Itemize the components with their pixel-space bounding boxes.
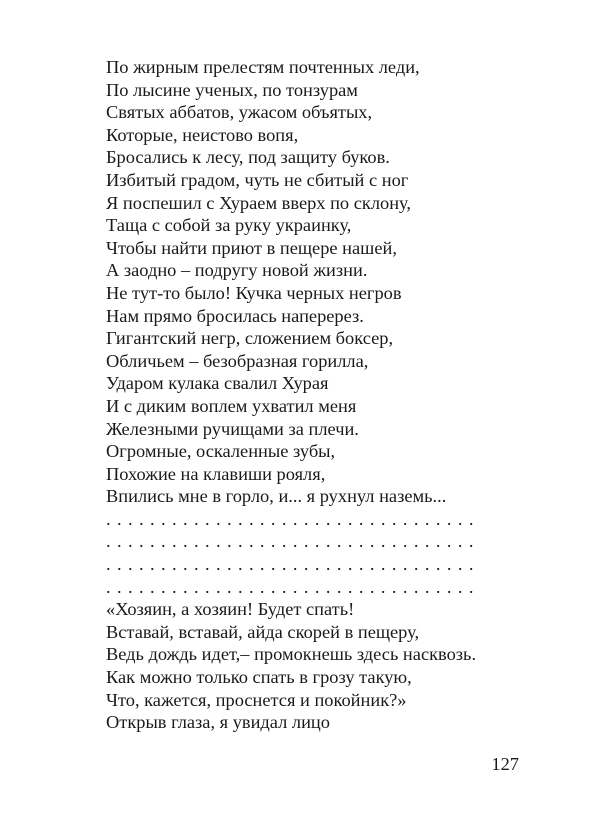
poem-line: Как можно только спать в грозу такую, bbox=[106, 667, 412, 688]
poem-line: Ведь дождь идет,– промокнешь здесь насквозь. bbox=[106, 644, 477, 665]
ellipsis-line: . . . . . . . . . . . . . . . . . . . . . . . . . . . . . . . . . . bbox=[106, 576, 475, 597]
poem-line: Которые, неистово вопя, bbox=[106, 124, 299, 145]
poem-line: Не тут-то было! Кучка черных негров bbox=[106, 282, 402, 303]
poem-line: Впились мне в горло, и... я рухнул наземь... bbox=[106, 486, 447, 507]
ellipsis-line: . . . . . . . . . . . . . . . . . . . . . . . . . . . . . . . . . . bbox=[106, 531, 475, 552]
poem-line: Открыв глаза, я увидал лицо bbox=[106, 712, 330, 733]
poem-line: Я поспешил с Хураем вверх по склону, bbox=[106, 192, 411, 213]
poem-line: Нам прямо бросилась наперерез. bbox=[106, 305, 364, 326]
poem-line: И с диким воплем ухватил меня bbox=[106, 395, 357, 416]
poem-line: Ударом кулака свалил Хурая bbox=[106, 373, 329, 394]
poem-line: Чтобы найти приют в пещере нашей, bbox=[106, 237, 397, 258]
ellipsis-line: . . . . . . . . . . . . . . . . . . . . . . . . . . . . . . . . . . bbox=[106, 508, 475, 529]
poem-line: А заодно – подругу новой жизни. bbox=[106, 260, 368, 281]
poem-line: Святых аббатов, ужасом объятых, bbox=[106, 102, 373, 123]
poem-line: Бросались к лесу, под защиту буков. bbox=[106, 147, 390, 168]
poem-line: Избитый градом, чуть не сбитый с ног bbox=[106, 169, 409, 190]
poem-line: Что, кажется, проснется и покойник?» bbox=[106, 689, 407, 710]
poem-line: Таща с собой за руку украинку, bbox=[106, 215, 352, 236]
poem-line: Вставай, вставай, айда скорей в пещеру, bbox=[106, 621, 420, 642]
poem-line: Огромные, оскаленные зубы, bbox=[106, 441, 336, 462]
poem-line: «Хозяин, а хозяин! Будет спать! bbox=[106, 599, 355, 620]
poem-text bbox=[106, 56, 546, 734]
poem-line: Гигантский негр, сложением боксер, bbox=[106, 328, 394, 349]
ellipsis-line: . . . . . . . . . . . . . . . . . . . . . . . . . . . . . . . . . . bbox=[106, 554, 475, 575]
poem-line: Похожие на клавиши рояля, bbox=[106, 463, 326, 484]
poem-line: По лысине ученых, по тонзурам bbox=[106, 79, 358, 100]
page-number: 127 bbox=[491, 754, 519, 774]
poem-line: Обличьем – безобразная горилла, bbox=[106, 350, 369, 371]
poem-line: Железными ручищами за плечи. bbox=[106, 418, 359, 439]
poem-line: По жирным прелестям почтенных леди, bbox=[106, 57, 420, 77]
